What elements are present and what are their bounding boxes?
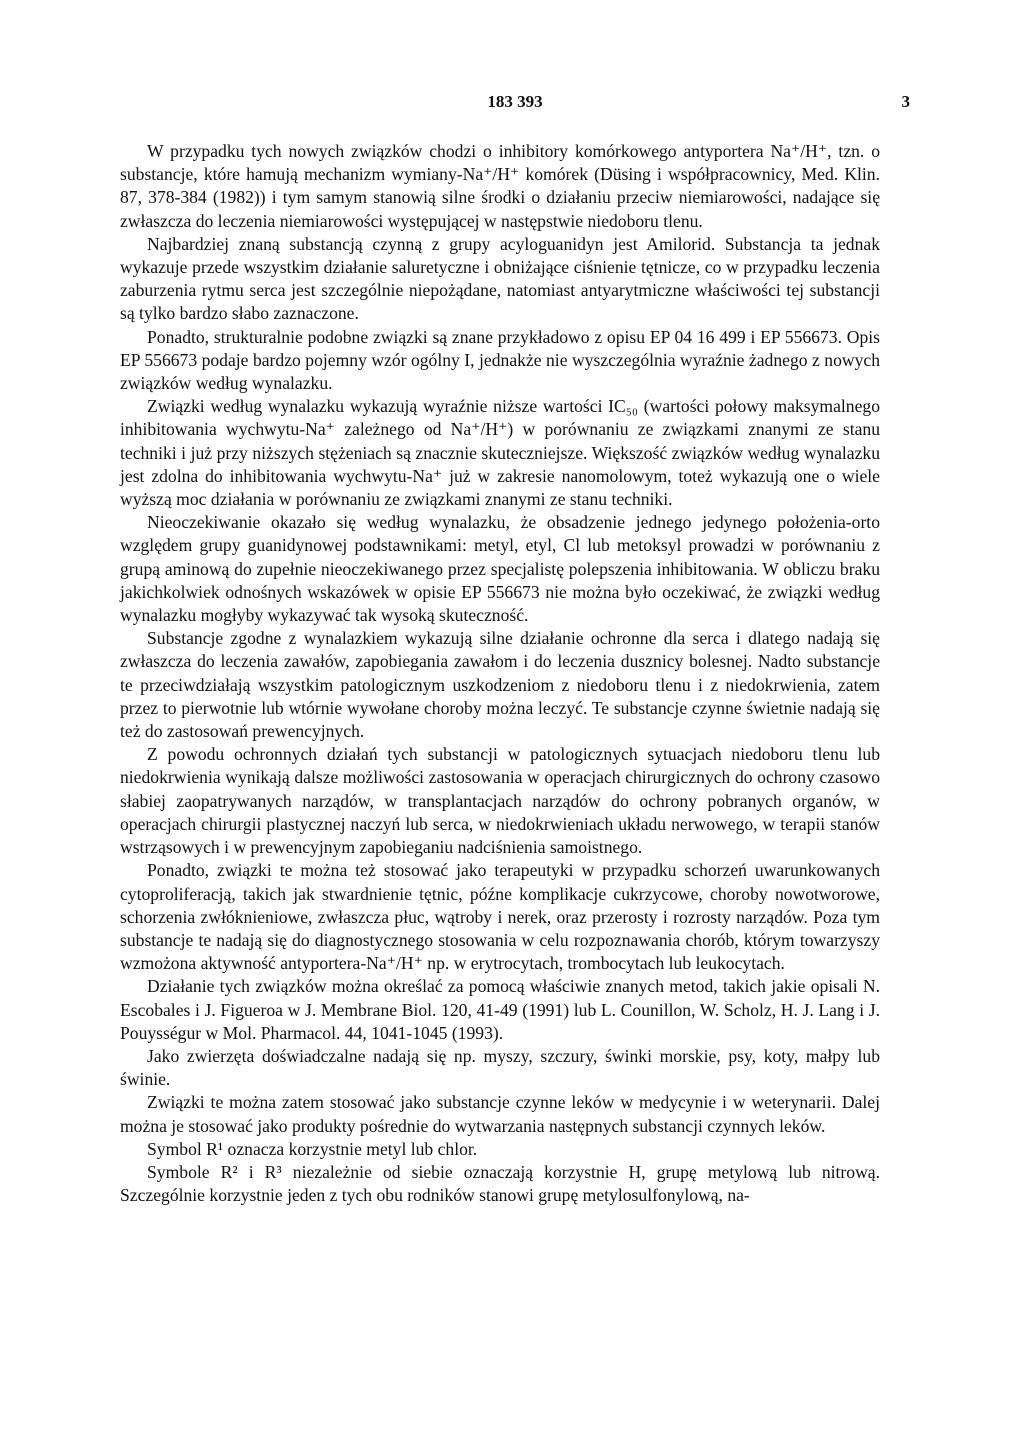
paragraph: Z powodu ochronnych działań tych substancji w patologicznych sytuacjach niedoboru tlenu lub niedokrwienia wynikają dalsze możliwości zastosowania w operacjach chirurgicznych do ochrony czasowo słabiej zaopatrywanych narządów, w transplantacjach narządów do ochrony pobranych organów, w operacjach chirurgii plastycznej naczyń lub serca, w niedokrwieniach układu nerwowego, w terapii stanów wstrząsowych i w prewencyjnym zapobieganiu nadciśnienia samoistnego. — [120, 744, 880, 858]
page-header — [120, 92, 910, 116]
page-number: 3 — [901, 92, 910, 111]
paragraph: Symbol R¹ oznacza korzystnie metyl lub chlor. — [147, 1138, 478, 1159]
paragraph: Ponadto, strukturalnie podobne związki są znane przykładowo z opisu EP 04 16 499 i EP 556673. Opis EP 556673 podaje bardzo pojemny wzór ogólny I, jednakże nie wyszczególnia wyraźnie żadnego z nowych związków według wynalazku. — [120, 326, 880, 394]
paragraph: Symbole R² i R³ niezależnie od siebie oznaczają korzystnie H, grupę metylową lub nitrową. Szczególnie korzystnie jeden z tych obu rodników stanowi grupę metylosulfonylową, na- — [120, 1161, 880, 1206]
paragraph: Najbardziej znaną substancją czynną z grupy acyloguanidyn jest Amilorid. Substancja ta jednak wykazuje przede wszystkim działanie saluretyczne i obniżające ciśnienie tętnicze, co w przypadku leczenia zaburzenia rytmu serca jest szczególnie niepożądane, natomiast antyarytmiczne właściwości tej substancji są tylko bardzo słabo zaznaczone. — [120, 233, 880, 324]
paragraph: Ponadto, związki te można też stosować jako terapeutyki w przypadku schorzeń uwarunkowanych cytoproliferacją, takich jak stwardnienie tętnic, późne komplikacje cukrzycowe, choroby nowotworowe, schorzenia zwłóknieniowe, zwłaszcza płuc, wątroby i nerek, oraz przerosty i rozrosty narządów. Poza tym substancje te nadają się do diagnostycznego stosowania w celu rozpoznawania chorób, którym towarzyszy wzmożona aktywność antyportera-Na⁺/H⁺ np. w erytrocytach, trombocytach lub leukocytach. — [120, 860, 880, 974]
paragraph: W przypadku tych nowych związków chodzi o inhibitory komórkowego antyportera Na⁺/H⁺, tzn. o substancje, które hamują mechanizm wymiany-Na⁺/H⁺ komórek (Düsing i współpracownicy, Med. Klin. 87, 378-384 (1982)) i tym samym stanowią silne środki o działaniu przeciw niemiarowości, nadające się zwłaszcza do leczenia niemiarowości występującej w następstwie niedoboru tlenu. — [120, 141, 880, 231]
patent-number: 183 393 — [487, 92, 543, 111]
paragraph: Działanie tych związków można określać za pomocą właściwie znanych metod, takich jakie opisali N. Escobales i J. Figueroa w J. Membrane Biol. 120, 41-49 (1991) lub L. Counillon, W. Scholz, H. J. Lang i J. Pouysségur w Mol. Pharmacol. 44, 1041-1045 (1993). — [120, 976, 880, 1043]
paragraph: Związki według wynalazku wykazują wyraźnie niższe wartości IC₅₀ (wartości połowy maksymalnego inhibitowania wychwytu-Na⁺ zależnego od Na⁺/H⁺) w porównaniu ze związkami znanymi ze stanu techniki i już przy niższych stężeniach są znacznie skuteczniejsze. Większość związków według wynalazku jest zdolna do inhibitowania wychwytu-Na⁺ już w zakresie nanomolowym, toteż wykazują one o wiele wyższą moc działania w porównaniu ze związkami znanymi ze stanu techniki. — [120, 396, 880, 510]
paragraph: Jako zwierzęta doświadczalne nadają się np. myszy, szczury, świnki morskie, psy, koty, małpy lub świnie. — [120, 1045, 880, 1090]
paragraph: Nieoczekiwanie okazało się według wynalazku, że obsadzenie jednego jedynego położenia-orto względem grupy guanidynowej podstawnikami: metyl, etyl, Cl lub metoksyl prowadzi w porównaniu z grupą aminową do zupełnie nieoczekiwanego przez specjalistę polepszenia inhibitowania. W obliczu braku jakichkolwiek odnośnych wskazówek w opisie EP 556673 nie można było oczekiwać, że związki według wynalazku mogłyby wykazywać tak wysoką skuteczność. — [120, 512, 880, 626]
paragraph: Związki te można zatem stosować jako substancje czynne leków w medycynie i w weterynarii. Dalej można je stosować jako produkty pośrednie do wytwarzania następnych substancji czynnych leków. — [120, 1092, 880, 1136]
body-text — [120, 140, 880, 1207]
paragraph: Substancje zgodne z wynalazkiem wykazują silne działanie ochronne dla serca i dlatego nadają się zwłaszcza do leczenia zawałów, zapobiegania zawałom i do leczenia dusznicy bolesnej. Nadto substancje te przeciwdziałają wszystkim patologicznym uszkodzeniom z niedoboru tlenu i z niedokrwienia, zatem przez to pierwotnie lub wtórnie wywołane choroby można leczyć. Te substancje czynne świetnie nadają się też do zastosowań prewencyjnych. — [120, 628, 880, 742]
